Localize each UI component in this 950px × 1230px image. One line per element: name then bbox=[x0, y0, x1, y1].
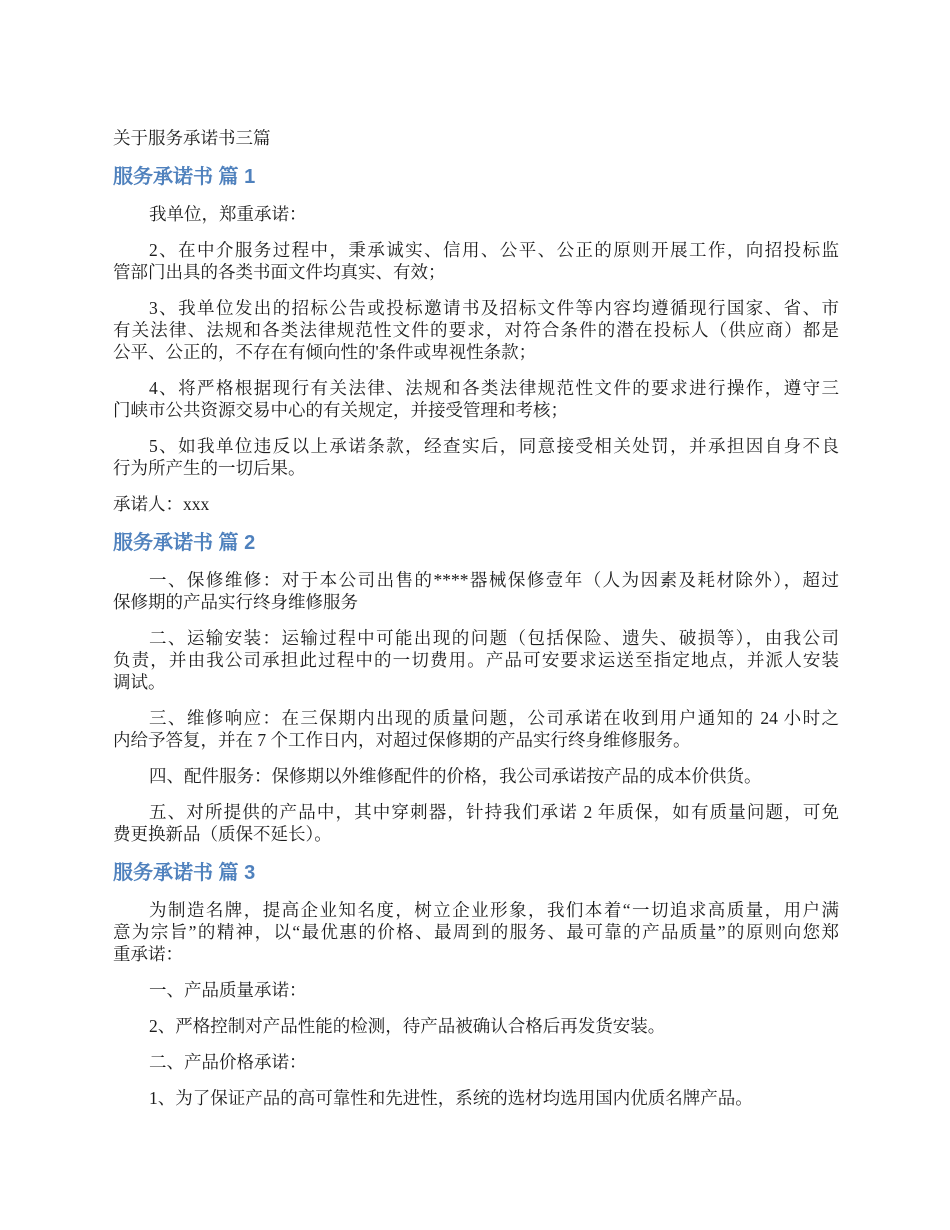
document-title: 关于服务承诺书三篇 bbox=[113, 128, 271, 148]
paragraph-line: 二、运输安装：运输过程中可能出现的问题（包括保险、遗失、破损等），由我公司 bbox=[149, 628, 839, 648]
paragraph-line: 一、产品质量承诺： bbox=[149, 980, 307, 1000]
paragraph bbox=[113, 569, 839, 613]
section-1 bbox=[113, 165, 839, 515]
paragraph bbox=[113, 707, 839, 751]
paragraph-line: 2、严格控制对产品性能的检测，待产品被确认合格后再发货安装。 bbox=[149, 1016, 666, 1036]
section-heading: 服务承诺书 篇 2 bbox=[113, 532, 256, 554]
paragraph-line: 重承诺： bbox=[113, 944, 183, 964]
paragraph bbox=[113, 435, 839, 479]
paragraph-line: 一、保修维修：对于本公司出售的****器械保修壹年（人为因素及耗材除外），超过 bbox=[149, 570, 839, 590]
paragraph-line: 负责，并由我公司承担此过程中的一切费用。产品可安要求运送至指定地点，并派人安装 bbox=[113, 650, 839, 670]
paragraph-line: 门峡市公共资源交易中心的有关规定，并接受管理和考核； bbox=[113, 400, 568, 420]
paragraph bbox=[113, 765, 839, 787]
paragraph bbox=[113, 899, 839, 965]
paragraph-line: 费更换新品（质保不延长）。 bbox=[113, 824, 332, 844]
paragraph-line: 3、我单位发出的招标公告或投标邀请书及招标文件等内容均遵循现行国家、省、市 bbox=[149, 298, 839, 318]
paragraph-line: 二、产品价格承诺： bbox=[149, 1052, 307, 1072]
paragraph-line: 我单位，郑重承诺： bbox=[149, 204, 307, 224]
section-2 bbox=[113, 531, 839, 845]
paragraph bbox=[113, 1051, 839, 1073]
document-content bbox=[113, 127, 839, 1109]
paragraph-line: 内给予答复，并在 7 个工作日内，对超过保修期的产品实行终身维修服务。 bbox=[113, 730, 691, 750]
paragraph bbox=[113, 297, 839, 363]
paragraph-line: 调试。 bbox=[113, 672, 166, 692]
paragraph-line: 管部门出具的各类书面文件均真实、有效； bbox=[113, 262, 446, 282]
paragraph-line: 保修期的产品实行终身维修服务 bbox=[113, 592, 358, 612]
paragraph-line: 三、维修响应：在三保期内出现的质量问题，公司承诺在收到用户通知的 24 小时之 bbox=[149, 708, 839, 728]
paragraph bbox=[113, 377, 839, 421]
paragraph bbox=[113, 627, 839, 693]
section-3 bbox=[113, 861, 839, 1109]
paragraph bbox=[113, 1015, 839, 1037]
paragraph-line: 公平、公正的，不存在有倾向性的'条件或卑视性条款； bbox=[113, 342, 537, 362]
paragraph-line: 4、将严格根据现行有关法律、法规和各类法律规范性文件的要求进行操作，遵守三 bbox=[149, 378, 839, 398]
paragraph-line: 2、在中介服务过程中，秉承诚实、信用、公平、公正的原则开展工作，向招投标监 bbox=[149, 240, 839, 260]
paragraph-line: 1、为了保证产品的高可靠性和先进性，系统的选材均选用国内优质名牌产品。 bbox=[149, 1088, 753, 1108]
paragraph bbox=[113, 979, 839, 1001]
signature-line: 承诺人：xxx bbox=[113, 494, 210, 514]
paragraph bbox=[113, 1087, 839, 1109]
section-heading: 服务承诺书 篇 1 bbox=[113, 166, 256, 188]
paragraph-line: 五、对所提供的产品中，其中穿刺器，针持我们承诺 2 年质保，如有质量问题，可免 bbox=[149, 802, 839, 822]
section-heading: 服务承诺书 篇 3 bbox=[113, 862, 256, 884]
paragraph-line: 为制造名牌，提高企业知名度，树立企业形象，我们本着“一切追求高质量，用户满 bbox=[149, 900, 839, 920]
paragraph bbox=[113, 203, 839, 225]
paragraph bbox=[113, 801, 839, 845]
paragraph-line: 5、如我单位违反以上承诺条款，经查实后，同意接受相关处罚，并承担因自身不良 bbox=[149, 436, 839, 456]
paragraph bbox=[113, 239, 839, 283]
document-body bbox=[113, 165, 839, 1109]
paragraph-line: 行为所产生的一切后果。 bbox=[113, 458, 306, 478]
paragraph-line: 四、配件服务：保修期以外维修配件的价格，我公司承诺按产品的成本价供货。 bbox=[149, 766, 762, 786]
paragraph-line: 有关法律、法规和各类法律规范性文件的要求，对符合条件的潜在投标人（供应商）都是 bbox=[113, 320, 839, 340]
paragraph-line: 意为宗旨”的精神，以“最优惠的价格、最周到的服务、最可靠的产品质量”的原则向您郑 bbox=[113, 922, 839, 942]
